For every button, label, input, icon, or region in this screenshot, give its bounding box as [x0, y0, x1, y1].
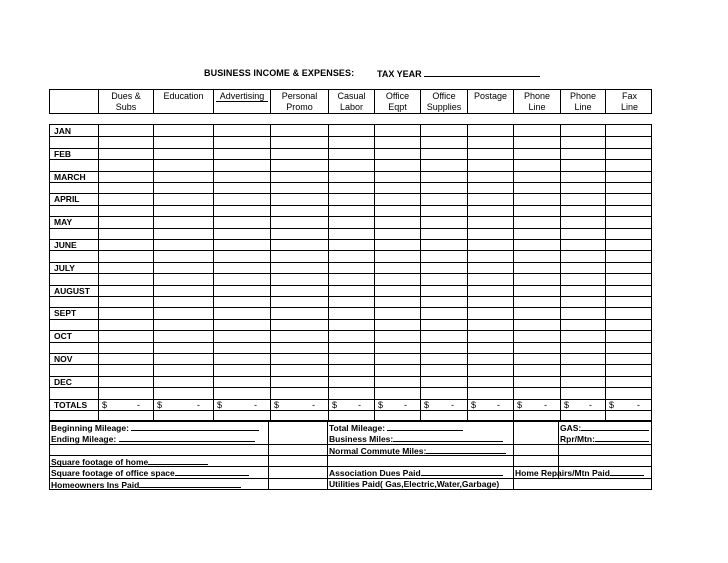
summary-section	[49, 421, 652, 490]
tax-year-label: TAX YEAR	[377, 68, 540, 79]
column-header: Phone Line	[560, 90, 605, 113]
total-cell[interactable]: $ -	[102, 399, 140, 410]
tax-year-field[interactable]	[424, 68, 540, 77]
month-label: FEB	[54, 148, 71, 159]
ending-mileage-field[interactable]: Ending Mileage:	[51, 433, 255, 444]
totals-label: TOTALS	[54, 399, 88, 410]
utilities-field[interactable]: Utilities Paid( Gas,Electric,Water,Garbage)	[329, 479, 500, 489]
month-label: JAN	[54, 126, 72, 136]
column-header: Casual Labor	[328, 90, 374, 113]
month-label: OCT	[54, 331, 72, 342]
column-header: Education	[153, 90, 213, 113]
sq-footage-office-field[interactable]: Square footage of office space	[51, 467, 249, 478]
normal-commute-field[interactable]: Normal Commute Miles:	[329, 445, 506, 456]
business-miles-field[interactable]: Business Miles:	[329, 433, 503, 444]
total-cell[interactable]: $ -	[274, 399, 315, 410]
column-header: Office Eqpt	[374, 90, 420, 113]
total-cell[interactable]: $ -	[471, 399, 500, 410]
total-cell[interactable]: $ -	[609, 399, 640, 410]
month-label: JULY	[54, 262, 75, 273]
month-label: MARCH	[54, 171, 86, 182]
total-cell[interactable]: $ -	[378, 399, 407, 410]
column-header: Advertising	[213, 90, 270, 113]
column-header: Dues & Subs	[98, 90, 153, 113]
homeowners-ins-field[interactable]: Homeowners Ins Paid	[51, 479, 241, 490]
column-header: Office Supplies	[420, 90, 467, 113]
column-header: Postage	[467, 90, 513, 113]
month-label: AUGUST	[54, 285, 90, 296]
expense-grid	[49, 124, 652, 421]
month-label: SEPT	[54, 308, 77, 319]
month-label: DEC	[54, 376, 72, 387]
home-repairs-field[interactable]: Home Repairs/Mtn Paid	[515, 467, 644, 478]
total-cell[interactable]: $ -	[157, 399, 200, 410]
gas-field[interactable]: GAS:	[560, 422, 649, 433]
column-header: Fax Line	[605, 90, 653, 113]
column-header	[50, 90, 98, 113]
total-cell[interactable]: $ -	[217, 399, 257, 410]
total-cell[interactable]: $ -	[332, 399, 361, 410]
month-label: NOV	[54, 354, 73, 364]
sq-footage-home-field[interactable]: Square footage of home	[51, 456, 208, 467]
column-header: Personal Promo	[270, 90, 328, 113]
assoc-dues-field[interactable]: Association Dues Paid	[329, 467, 503, 478]
total-cell[interactable]: $ -	[517, 399, 547, 410]
total-cell[interactable]: $ -	[424, 399, 454, 410]
beginning-mileage-field[interactable]: Beginning Mileage:	[51, 422, 259, 433]
month-label: MAY	[54, 217, 73, 228]
month-label: APRIL	[54, 194, 80, 205]
total-mileage-field[interactable]: Total Mileage:	[329, 422, 463, 433]
column-header: Phone Line	[513, 90, 560, 113]
total-cell[interactable]: $ -	[564, 399, 592, 410]
column-header-row	[49, 89, 652, 114]
form-title: BUSINESS INCOME & EXPENSES:	[204, 68, 355, 78]
rpr-mtn-field[interactable]: Rpr/Mtn:	[560, 433, 649, 444]
month-label: JUNE	[54, 240, 77, 250]
